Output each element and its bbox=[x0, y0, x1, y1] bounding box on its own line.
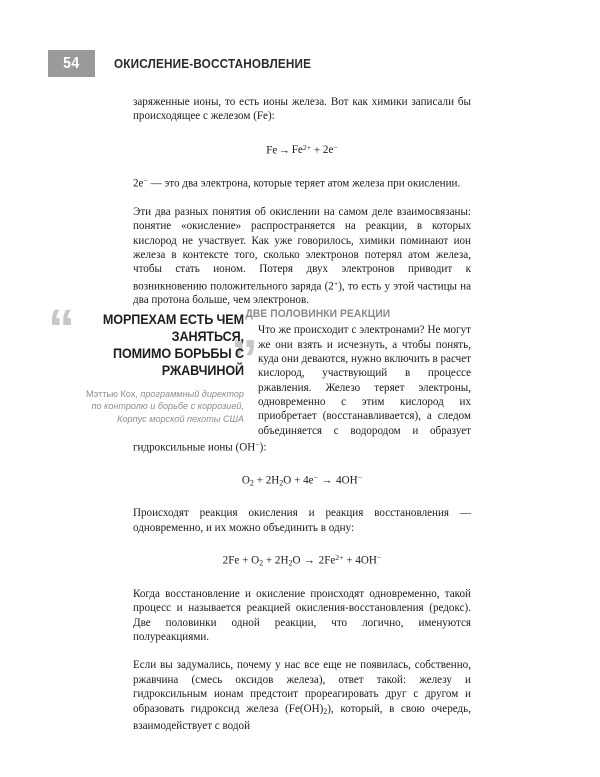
paragraph-2: 2e− — это два электрона, которые теряет атом железа при окислении. bbox=[133, 176, 461, 190]
equation-1-electrons: 2e− bbox=[322, 142, 338, 156]
pull-quote-text bbox=[60, 311, 244, 379]
equation-1-arrow: → bbox=[277, 143, 292, 156]
equation-2-wrapper bbox=[133, 471, 471, 491]
equation-1: Fe → $Fe^{2+} + 2e^-$ bbox=[266, 142, 338, 156]
pull-quote-line-2: ПОМИМО БОРЬБЫ С РЖАВЧИНОЙ bbox=[113, 345, 244, 378]
attribution-role-2: по контролю и борьбе с коррозией, bbox=[91, 401, 244, 412]
attribution-name: Мэттью Кох, bbox=[85, 388, 141, 399]
pull-quote-line-1: МОРПЕХАМ ЕСТЬ ЧЕМ ЗАНЯТЬСЯ, bbox=[102, 311, 244, 344]
paragraph-5: Происходят реакция окисления и реакция восстановления — одновременно, и их можно объединить в одну: bbox=[133, 507, 471, 534]
paragraph-4: Что же происходит с электронами? Не могут же они взять и исчезнуть, а чтобы понять, куда они деваются, нужно включить в расчет кислород, участвующий в процессе ржавления. Железо теряет электроны, одновременно с этим кислород их приобретает (восстанавливается), а следом объединяется с водородом и образует гидроксильные ионы (OH−): bbox=[133, 324, 471, 454]
attribution-role-3: Корпус морской пехоты США bbox=[117, 413, 244, 424]
paragraph-6: Когда восстановление и окисление происходят одновременно, такой процесс и называется реакцией окисления-восстановления (редокс). Две половинки одной реакции, что логично, именуются полуреакциями. bbox=[133, 587, 471, 643]
quote-close-icon: ” bbox=[231, 328, 258, 389]
equation-2: $O_2 + 2H_2O + 4e^- \to 4OH^-$ bbox=[241, 472, 363, 488]
equation-1-product: $Fe^{2+}$ bbox=[291, 142, 312, 156]
equation-3-wrapper bbox=[133, 551, 471, 571]
equation-1-reactant: Fe bbox=[266, 143, 278, 156]
paragraph-7: Если вы задумались, почему у нас все еще не появилась, собственно, ржавчина (смесь оксидов железа), ответ такой: железу и гидроксильным ионам предстоит прореагировать друг с другом и образовать гидроксид железа $(Fe(OH)_2)$, который, в свою очередь, взаимодействует с водой bbox=[133, 659, 471, 733]
chapter-title: ОКИСЛЕНИЕ-ВОССТАНОВЛЕНИЕ bbox=[114, 56, 312, 71]
pull-quote-attribution bbox=[48, 388, 244, 425]
pull-quote bbox=[48, 298, 258, 425]
paragraph-1: заряженные ионы, то есть ионы железа. Вот как химики записали бы происходящее с железом (Fe): bbox=[133, 96, 471, 123]
folio-box bbox=[48, 50, 95, 77]
equation-3: $2Fe + O_2 + 2H_2O \to 2Fe^{2+} + 4OH^-$ bbox=[222, 553, 382, 568]
text-block bbox=[48, 95, 471, 733]
attribution-role-1: программный директор bbox=[140, 388, 244, 399]
section-heading: ДВЕ ПОЛОВИНКИ РЕАКЦИИ bbox=[245, 307, 391, 320]
paragraph-3: Эти два разных понятия об окислении на самом деле взаимосвязаны: понятие «окисление» распространяется на реакции, в которых кислород не участвует. Как уже говорилось, химики поминают ион железа в контексте того, сколько электронов потерял атом железа, чтобы стать ионом. Потеря двух электронов приводит к возникновению положительного заряда (2+), то есть у этой частицы на два протона больше, чем электронов. bbox=[133, 206, 471, 307]
running-head bbox=[48, 50, 326, 77]
page-number: 54 bbox=[63, 54, 80, 72]
equation-1-wrapper bbox=[133, 141, 471, 158]
quote-open-icon: “ bbox=[48, 298, 75, 359]
